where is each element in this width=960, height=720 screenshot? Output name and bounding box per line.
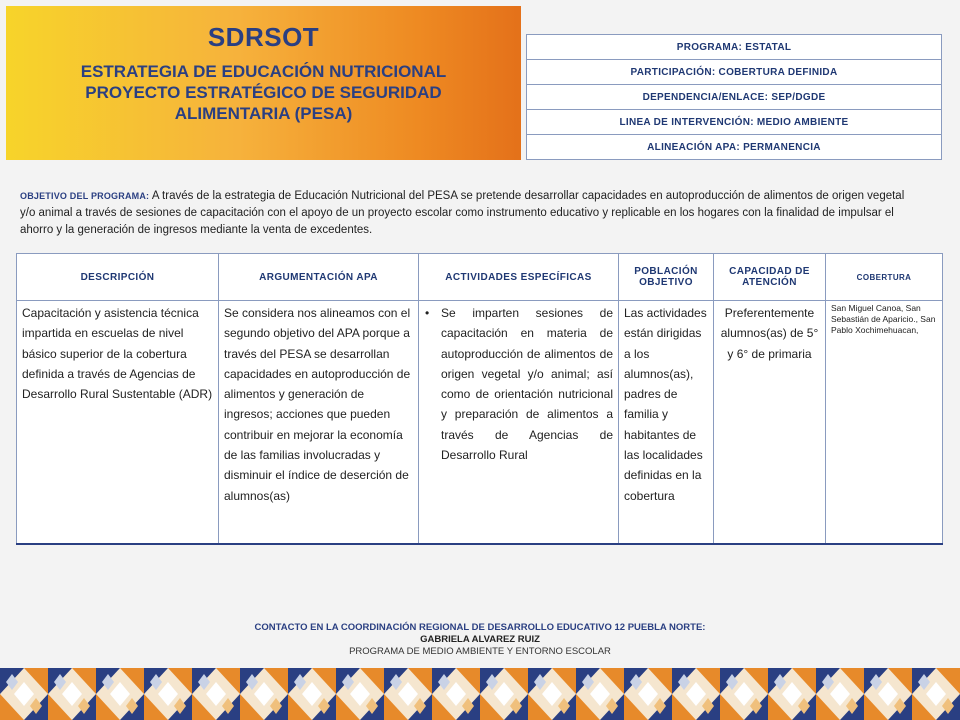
program-header-banner (6, 6, 521, 160)
header-actividades: ACTIVIDADES ESPECÍFICAS (419, 254, 619, 301)
program-detail-table (16, 253, 943, 545)
table-row (17, 301, 943, 545)
contact-block (0, 622, 960, 658)
bullet-icon: • (425, 306, 430, 320)
cell-descripcion: Capacitación y asistencia técnica impartida en escuelas de nivel básico superior de la cobertura definida a través de Agencias de Desarrollo Rural Sustentable (ADR) (17, 301, 219, 545)
table-header-row (17, 254, 943, 301)
page-title: SDRSOT (207, 22, 320, 52)
objective-label: OBJETIVO DEL PROGRAMA: (20, 191, 150, 201)
program-info-table (526, 34, 942, 160)
header-argumentacion: ARGUMENTACIÓN APA (219, 254, 419, 301)
page-subtitle: ESTRATEGIA DE EDUCACIÓN NUTRICIONAL PROYECTO ESTRATÉGICO DE SEGURIDAD ALIMENTARIA (PESA) (80, 62, 447, 123)
contact-name: GABRIELA ALVAREZ RUIZ (420, 634, 540, 645)
contact-program: PROGRAMA DE MEDIO AMBIENTE Y ENTORNO ESCOLAR (349, 646, 611, 657)
actividades-text: Se imparten sesiones de capacitación en materia de autoproducción de alimentos de origen vegetal y/o animal; así como de orientación nutricional y preparación de alimentos a través de Agencias de Desarrollo Rural (441, 306, 613, 463)
header-descripcion: DESCRIPCIÓN (17, 254, 219, 301)
decorative-border-pattern (0, 668, 960, 720)
program-objective (20, 188, 920, 239)
header-poblacion: POBLACIÓN OBJETIVO (619, 254, 714, 301)
cell-cobertura: San Miguel Canoa, San Sebastián de Aparicio., San Pablo Xochimehuacan, (826, 301, 943, 545)
header-capacidad: CAPACIDAD DE ATENCIÓN (714, 254, 826, 301)
geometric-pattern-icon (0, 668, 960, 720)
cell-poblacion: Las actividades están dirigidas a los alumnos(as), padres de familia y habitantes de las localidades definidas en la cobertura (619, 301, 714, 545)
info-linea-intervencion: LINEA DE INTERVENCIÓN: MEDIO AMBIENTE (527, 110, 942, 135)
cell-capacidad: Preferentemente alumnos(as) de 5° y 6° de primaria (714, 301, 826, 545)
info-programa: PROGRAMA: ESTATAL (527, 35, 942, 60)
info-dependencia: DEPENDENCIA/ENLACE: SEP/DGDE (527, 85, 942, 110)
cell-actividades (419, 301, 619, 545)
cell-argumentacion: Se considera nos alineamos con el segundo objetivo del APA porque a través del PESA se desarrollan capacidades en autoproducción de alimentos y generación de ingresos; acciones que pueden contribuir en mejorar la economía de las familias involucradas y disminuir el índice de deserción de alumnos(as) (219, 301, 419, 545)
contact-heading: CONTACTO EN LA COORDINACIÓN REGIONAL DE DESARROLLO EDUCATIVO 12 PUEBLA NORTE: (254, 622, 706, 633)
objective-text: A través de la estrategia de Educación Nutricional del PESA se pretende desarrollar capacidades en autoproducción de alimentos de origen vegetal y/o animal a través de sesiones de capacitación con el apoyo de un proyecto escolar como instrumento educativo y replicable en los hogares con la finalidad de impulsar el ahorro y la generación de ingresos mediante la venta de excedentes. (20, 190, 905, 236)
header-cobertura: COBERTURA (826, 254, 943, 301)
info-alineacion: ALINEACIÓN APA: PERMANENCIA (527, 135, 942, 160)
info-participacion: PARTICIPACIÓN: COBERTURA DEFINIDA (527, 60, 942, 85)
